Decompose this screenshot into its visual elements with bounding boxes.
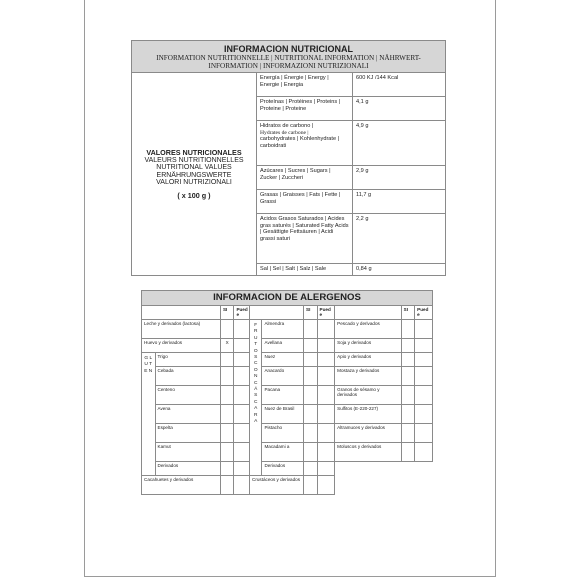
allergen-table xyxy=(141,290,433,495)
allergen-item: Huevo y derivados xyxy=(142,339,221,353)
values-per-quantity: ( x 100 g ) xyxy=(177,190,211,200)
allergen-item: Pescado y derivados xyxy=(335,320,401,339)
nutrient-value: 600 KJ /144 Kcal xyxy=(353,73,446,97)
nutrition-subtitle: INFORMATION NUTRITIONNELLE | NUTRITIONAL INFORMATION | NÄHRWERT- xyxy=(156,54,421,62)
nutrition-title: INFORMACION NUTRICIONAL xyxy=(224,44,353,54)
allergen-item: Granos de sésamo y derivados xyxy=(335,386,401,405)
allergen-item: Cacahuetes y derivados xyxy=(142,476,221,495)
values-label-title: VALORES NUTRICIONALES xyxy=(146,147,242,157)
nutrient-name-part: Hydrates de carbone | xyxy=(260,129,309,136)
nutrient-value: 4,1 g xyxy=(353,97,446,121)
gluten-group-label: G L U T E N xyxy=(142,353,156,476)
allergen-item: Leche y derivados (lactosa) xyxy=(142,320,221,339)
col-puede: Pued e xyxy=(317,306,335,320)
nutrient-name: Acidos Grasos Saturados | Acides gras saturés | Saturated Fatty Acids | Gesättigte Fettsäuren | Acidi grassi saturi xyxy=(257,214,353,264)
nutrient-name: Proteínas | Protéines | Proteins | Proteine | Proteine xyxy=(257,97,353,121)
allergen-item: Crustáceos y derivados xyxy=(250,476,304,495)
allergen-item: Anacardo xyxy=(262,367,304,386)
nutrient-value: 4,9 g xyxy=(353,121,446,166)
allergen-item: Trigo xyxy=(155,353,220,367)
allergen-mark: X xyxy=(220,339,234,353)
allergen-item: Macadami a xyxy=(262,443,304,462)
allergen-item: Avena xyxy=(155,405,220,424)
allergen-item: Moluscos y derivados xyxy=(335,443,401,462)
nutrient-name: Energía | Énergie | Energy | Energie | Energia xyxy=(257,73,353,97)
nutrient-name: Sal | Sel | Salt | Salz | Sale xyxy=(257,264,353,276)
col-si: SI xyxy=(220,306,234,320)
allergen-item: Derivados xyxy=(155,462,220,476)
values-label-line: ERNÄHRUNGSWERTE xyxy=(156,171,232,179)
allergen-item: Sulfitos (E-220-227) xyxy=(335,405,401,424)
col-si: SI xyxy=(401,306,415,320)
nutrition-values-label xyxy=(132,73,257,276)
nutrient-name: Grasas | Graisses | Fats | Fette | Grassi xyxy=(257,190,353,214)
allergen-item: Almendra xyxy=(262,320,304,339)
allergen-item: Nuez xyxy=(262,353,304,367)
values-label-line: VALEURS NUTRITIONNELLES xyxy=(144,156,244,164)
allergen-item: Avellana xyxy=(262,339,304,353)
nutrient-name: Azúcares | Sucres | Sugars | Zucker | Zuccheri xyxy=(257,166,353,190)
nutrition-subtitle: INFORMATION | INFORMAZIONI NUTRIZIONALI xyxy=(208,62,369,70)
nutrient-name-part: carbohydrates | Kohlenhydrate | carboidrati xyxy=(260,136,340,149)
nutrient-value: 11,7 g xyxy=(353,190,446,214)
allergen-title: INFORMACION DE ALERGENOS xyxy=(142,291,433,306)
nutrient-value: 2,2 g xyxy=(353,214,446,264)
values-label-line: VALORI NUTRIZIONALI xyxy=(156,179,232,187)
allergen-item: Derivados xyxy=(262,462,304,476)
allergen-item: Soja y derivados xyxy=(335,339,401,353)
allergen-item: Centeno xyxy=(155,386,220,405)
col-puede: Pued e xyxy=(234,306,250,320)
allergen-item: Pacana xyxy=(262,386,304,405)
nutrition-header xyxy=(132,41,446,73)
allergen-item: Kamut xyxy=(155,443,220,462)
values-label-line: NUTRITIONAL VALUES xyxy=(156,164,232,172)
col-si: SI xyxy=(304,306,318,320)
col-puede: Pued e xyxy=(415,306,433,320)
allergen-item: Cebada xyxy=(155,367,220,386)
allergen-item: Mostaza y derivados xyxy=(335,367,401,386)
allergen-item: Apio y derivados xyxy=(335,353,401,367)
allergen-item: Nuez de Brasil xyxy=(262,405,304,424)
nutrient-name-part: Hidratos de carbono | xyxy=(260,123,314,129)
nutrient-value: 0,84 g xyxy=(353,264,446,276)
allergen-item: Espelta xyxy=(155,424,220,443)
nutrient-name xyxy=(257,121,353,166)
nutrient-value: 2,9 g xyxy=(353,166,446,190)
allergen-item: Altramuces y derivados xyxy=(335,424,401,443)
nutrition-table xyxy=(131,40,446,276)
allergen-item: Pistacho xyxy=(262,424,304,443)
nuts-group-label: F R U T O S C O N C Á S C A R A xyxy=(250,320,262,476)
